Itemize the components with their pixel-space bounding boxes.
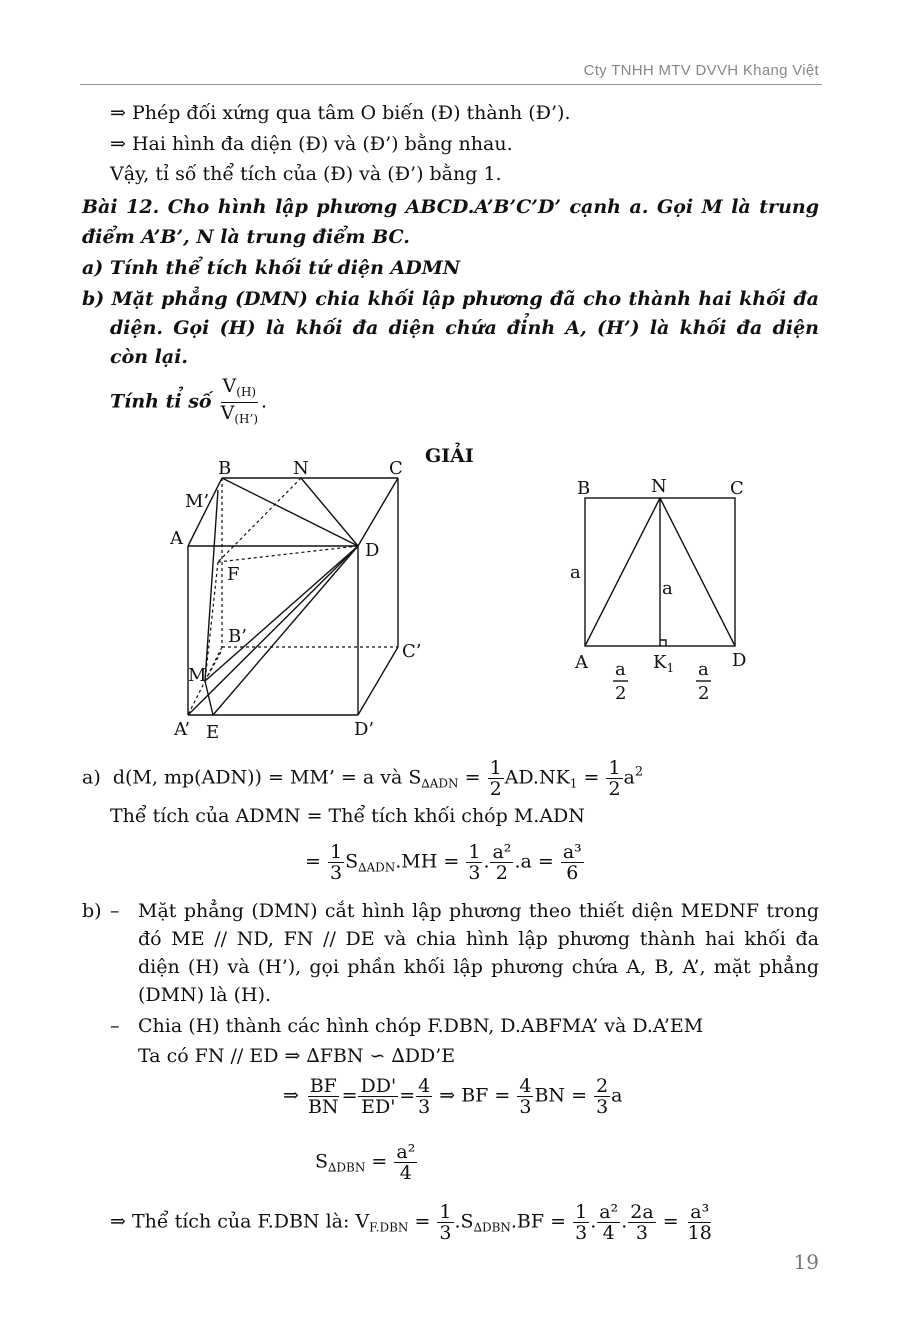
sq-label-K1: $K_1$: [653, 652, 675, 675]
ratio-line: Tính tỉ số $\frac{V_{(H)}}{V_{(H’)}}$ .: [110, 376, 267, 429]
square-figure: [560, 470, 770, 710]
problem-line-2: điểm A’B’, N là trung điểm BC.: [82, 226, 410, 248]
header-company: Cty TNHH MTV DVVH Khang Việt: [583, 62, 819, 79]
cube-label-C1: C’: [402, 641, 422, 662]
cube-label-M: M: [188, 665, 207, 686]
sol-a-line-2: Thể tích của ADMN = Thể tích khối chóp M.ADN: [110, 805, 585, 827]
cube-label-M1: M’: [185, 491, 210, 512]
problem-line-1: Bài 12. Cho hình lập phương ABCD.A’B’C’D’ cạnh a. Gọi M là trung: [82, 196, 819, 218]
sol-b-dash-1: –: [110, 900, 120, 922]
cube-figure: [160, 450, 440, 750]
sol-b-p2-line-1: Chia (H) thành các hình chóp F.DBN, D.ABFMA’ và D.A’EM: [138, 1015, 704, 1037]
sq-label-N: N: [651, 476, 667, 497]
sq-half-num-right: a: [698, 659, 709, 680]
sq-label-D: D: [732, 650, 747, 671]
cube-label-A1: A’: [174, 719, 191, 740]
sol-b-p2-line-2: Ta có FN // ED ⇒ ∆FBN ∽ ∆DD’E: [138, 1045, 456, 1067]
cube-label-C: C: [389, 458, 403, 479]
sq-label-B: B: [577, 478, 591, 499]
solution-title: GIẢI: [425, 445, 474, 467]
sol-b-dash-2: –: [110, 1015, 120, 1037]
sq-half-num-left: a: [615, 659, 626, 680]
sq-half-den-left: 2: [615, 683, 627, 704]
problem-part-a: a) Tính thể tích khối tứ diện ADMN: [82, 257, 461, 279]
cube-label-N: N: [293, 458, 309, 479]
sol-b-p1-line-4: (DMN) là (H).: [138, 984, 272, 1006]
cube-label-D: D: [365, 540, 380, 561]
sq-label-C: C: [730, 478, 744, 499]
problem-part-b-1: b) Mặt phẳng (DMN) chia khối lập phương đã cho thành hai khối đa: [82, 288, 819, 310]
intro-line-3: Vậy, tỉ số thể tích của (Đ) và (Đ’) bằng 1.: [110, 163, 502, 185]
sq-label-a-left: a: [570, 562, 581, 583]
cube-label-E: E: [206, 722, 220, 743]
cube-label-D1: D’: [354, 719, 375, 740]
cube-label-B: B: [218, 458, 232, 479]
sol-b-p1-line-2: đó ME // ND, FN // DE và chia hình lập phương thành hai khối đa: [138, 928, 819, 950]
cube-label-B1: B’: [228, 626, 247, 647]
cube-label-F: F: [227, 564, 240, 585]
sq-label-a-mid: a: [662, 578, 673, 599]
intro-line-1: ⇒ Phép đối xứng qua tâm O biến (Đ) thành (Đ’).: [110, 102, 571, 124]
page-number: 19: [793, 1250, 819, 1274]
sol-b-volume-line: ⇒ Thể tích của F.DBN là: $V_{F.DBN}$ = $\frac{1}{3}$ $.S_{\Delta DBN}.BF$ = $\frac{1}{3}$ . $\frac{\text{a²}}{4}$ . $\frac{2a}{3}$ = $\frac{\text{a³}}{18}$: [110, 1201, 712, 1244]
sol-a-line-1: a) d(M, mp(ADN)) = MM’ = a và $S_{\Delta ADN}$ = $\frac{1}{2}$ $AD.NK_1$ = $\frac{1}{2}$ $a^2$: [82, 757, 644, 800]
problem-part-b-3: còn lại.: [110, 346, 189, 368]
sq-half-den-right: 2: [698, 683, 710, 704]
sol-b-p1-line-1: Mặt phẳng (DMN) cắt hình lập phương theo thiết diện MEDNF trong: [138, 900, 819, 922]
problem-part-b-2: diện. Gọi (H) là khối đa diện chứa đỉnh A, (H’) là khối đa diện: [110, 317, 819, 339]
sol-b-eq-2: $S_{\Delta DBN}$ = $\frac{\text{a²}}{4}$: [315, 1141, 416, 1184]
sol-a-line-3: = $\frac{1}{3}$ $S_{\Delta ADN}.MH$ = $\frac{1}{3}$ . $\frac{\text{a²}}{2}$ .a = $\frac{\text{a³}}{6}$: [305, 841, 582, 884]
intro-line-2: ⇒ Hai hình đa diện (Đ) và (Đ’) bằng nhau.: [110, 133, 513, 155]
sol-b-eq-1: ⇒ $\frac{BF}{BN}$ = $\frac{DD'}{ED'}$ = $\frac{4}{3}$ ⇒ BF = $\frac{4}{3}$ BN = $\frac{2}{3}$ a: [283, 1075, 623, 1118]
ratio-fraction: $\frac{V_{(H)}}{V_{(H’)}}$: [220, 375, 259, 426]
sq-label-A: A: [575, 652, 588, 673]
sol-b-prefix: b): [82, 900, 102, 922]
sol-b-p1-line-3: diện (H) và (H’), gọi phần khối lập phương chứa A, B, A’, mặt phẳng: [138, 956, 819, 978]
cube-label-A: A: [170, 528, 183, 549]
ratio-label: Tính tỉ số: [110, 390, 212, 413]
header-rule: [80, 84, 822, 85]
